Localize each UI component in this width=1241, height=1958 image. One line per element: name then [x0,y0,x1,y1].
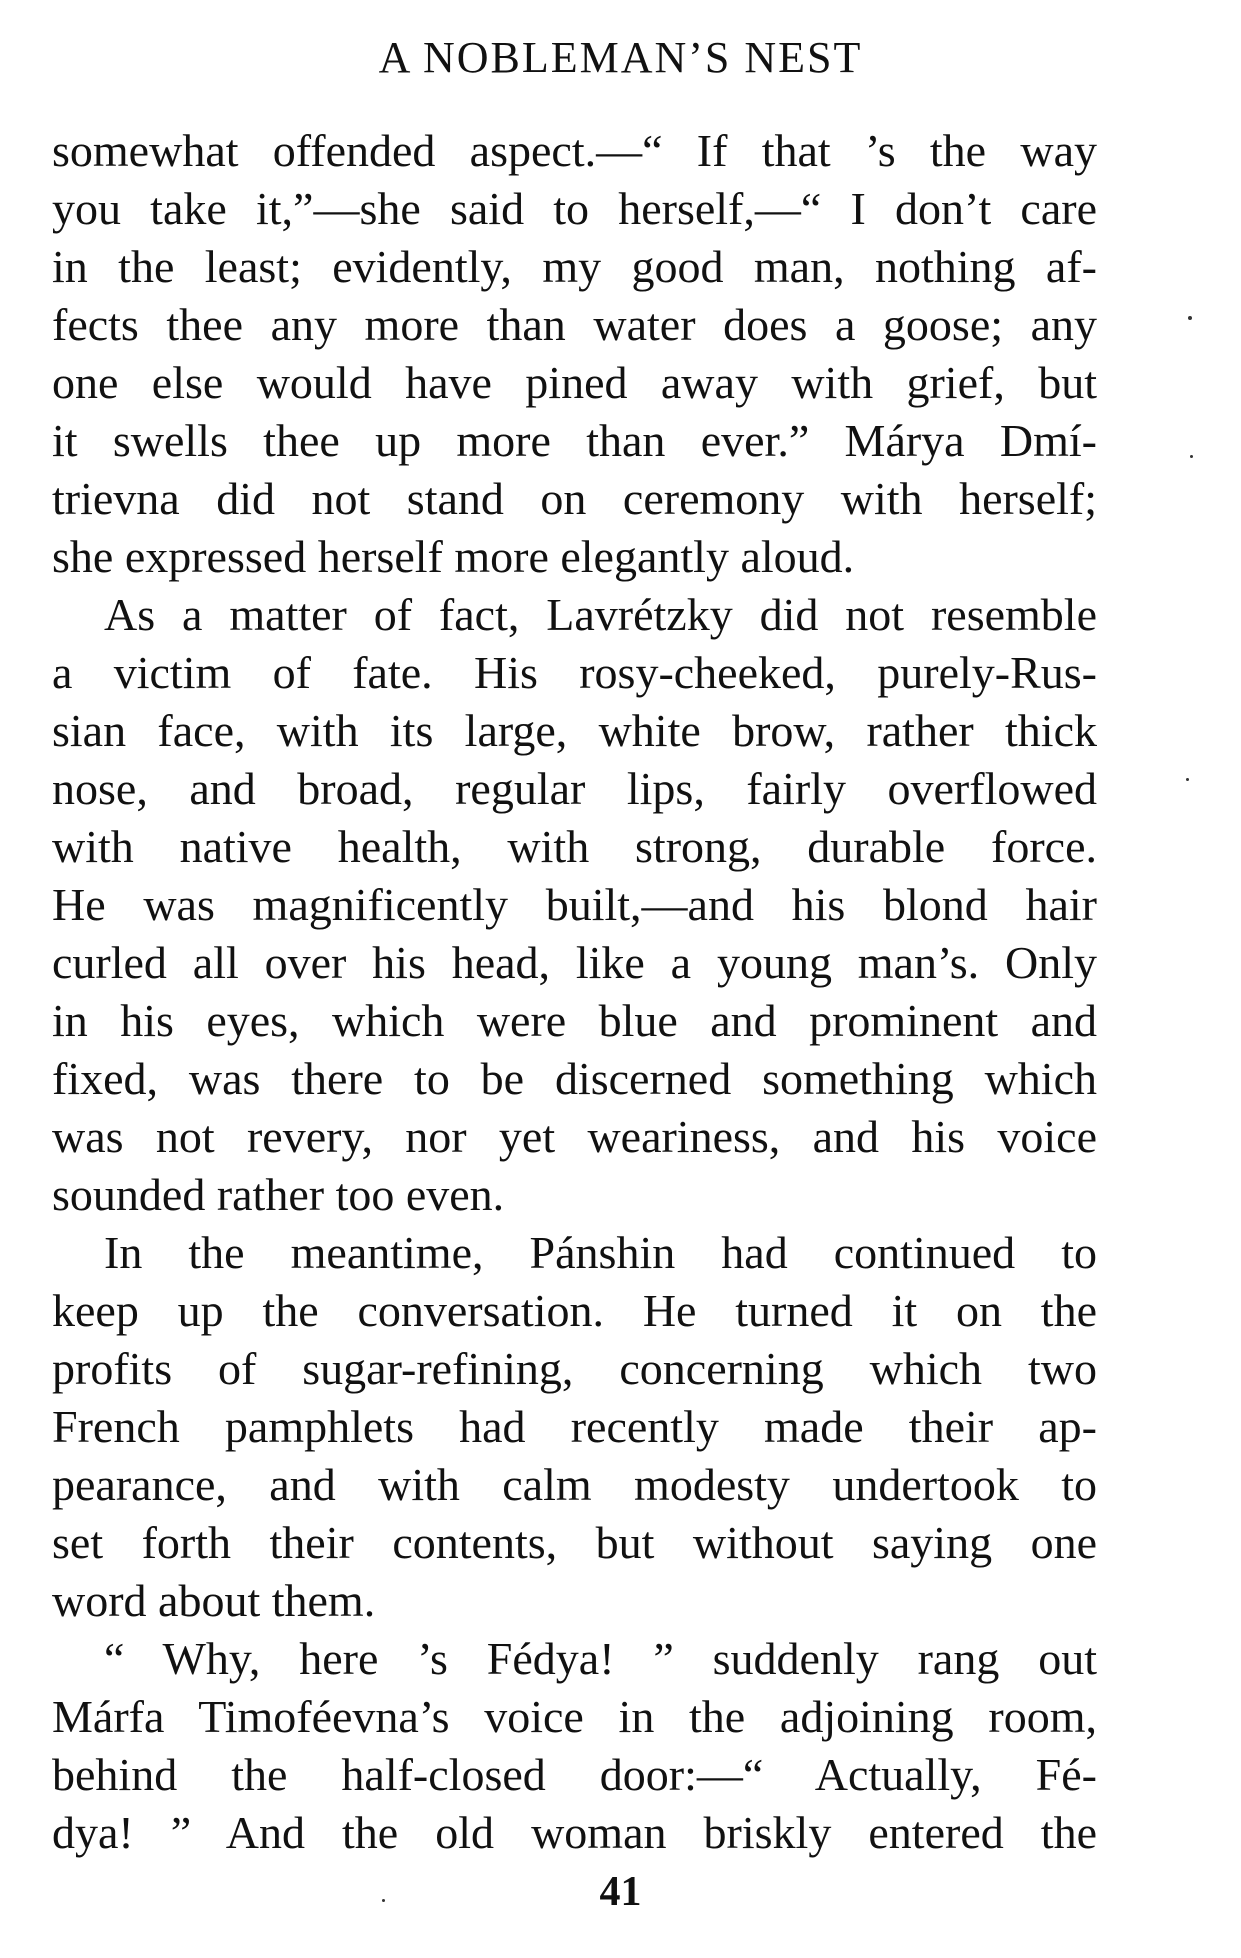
print-speck [1186,778,1189,781]
text-line: you take it,”—she said to herself,—“ I don’t care [52,183,1097,234]
print-speck [1188,316,1192,320]
running-head: A NOBLEMAN’S NEST [378,33,863,82]
text-line: He was magnificently built,—and his blond hair [52,879,1097,930]
print-speck [382,1899,385,1902]
text-line: pearance, and with calm modesty undertook to [52,1459,1097,1510]
text-line: As a matter of fact, Lavrétzky did not resemble [104,589,1097,640]
text-line: in the least; evidently, my good man, nothing af- [52,241,1097,292]
text-line: one else would have pined away with grief, but [52,357,1097,408]
text-line: sounded rather too even. [52,1169,505,1220]
text-line: with native health, with strong, durable force. [52,821,1097,872]
text-line: a victim of fate. His rosy-cheeked, purely-Rus- [52,647,1097,698]
text-line: trievna did not stand on ceremony with herself; [52,473,1097,524]
text-line: curled all over his head, like a young man’s. Only [52,937,1097,988]
text-line: “ Why, here ’s Fédya! ” suddenly rang out [104,1633,1097,1684]
page-number: 41 [599,1869,642,1915]
text-line: profits of sugar-refining, concerning which two [52,1343,1097,1394]
print-speck [1190,455,1193,458]
text-line: sian face, with its large, white brow, rather thick [52,705,1097,756]
text-line: it swells thee up more than ever.” Márya Dmí- [52,415,1097,466]
text-line: in his eyes, which were blue and prominent and [52,995,1097,1046]
text-line: Márfa Timoféevna’s voice in the adjoining room, [52,1691,1097,1742]
text-line: fixed, was there to be discerned something which [52,1053,1097,1104]
text-line: was not revery, nor yet weariness, and his voice [52,1111,1097,1162]
text-line: In the meantime, Pánshin had continued to [104,1227,1097,1278]
text-line: set forth their contents, but without saying one [52,1517,1097,1568]
body-text [52,122,1097,1862]
text-line: behind the half-closed door:—“ Actually, Fé- [52,1749,1097,1800]
text-line: she expressed herself more elegantly aloud. [52,531,855,582]
text-line: word about them. [52,1575,376,1626]
text-line: fects thee any more than water does a goose; any [52,299,1097,350]
text-line: somewhat offended aspect.—“ If that ’s the way [52,125,1097,176]
text-line: French pamphlets had recently made their ap- [52,1401,1097,1452]
text-line: nose, and broad, regular lips, fairly overflowed [52,763,1097,814]
text-line: dya! ” And the old woman briskly entered the [52,1807,1097,1858]
text-line: keep up the conversation. He turned it on the [52,1285,1097,1336]
